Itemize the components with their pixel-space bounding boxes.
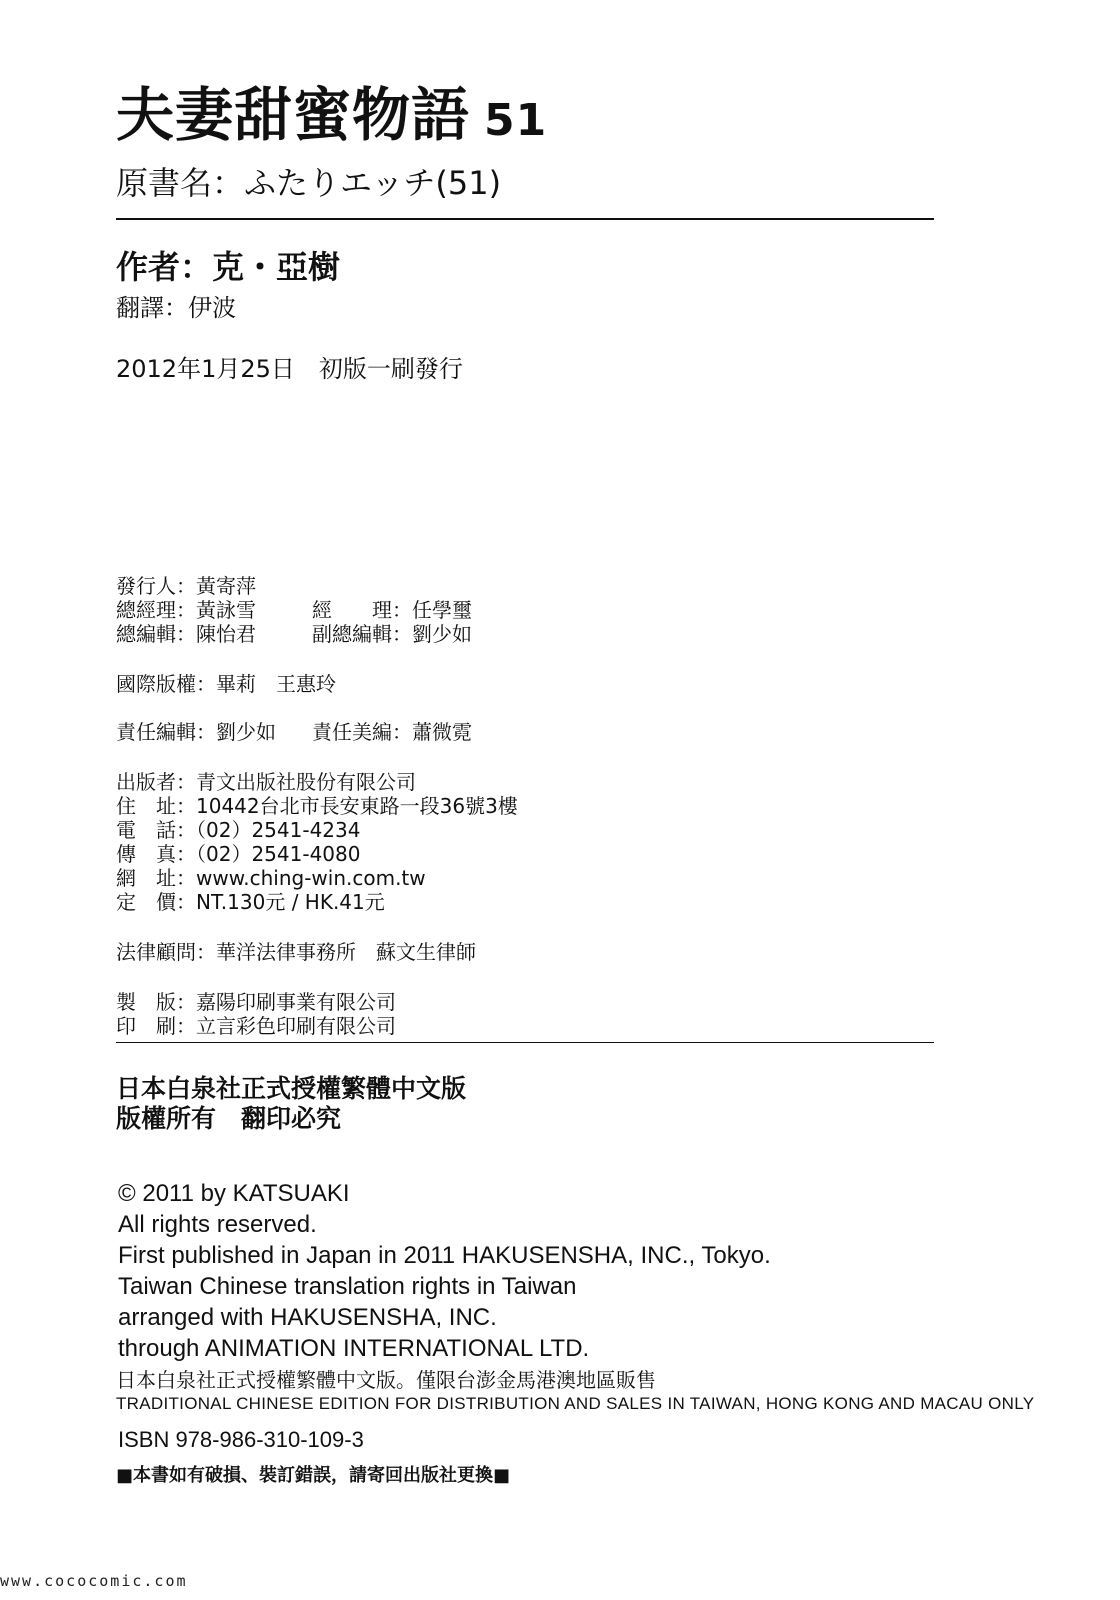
intl-rights: 國際版權：畢莉 王惠玲: [116, 672, 336, 696]
distribution-cn: 日本白泉社正式授權繁體中文版。僅限台澎金馬港澳地區販售: [116, 1368, 656, 1392]
distribution-en: TRADITIONAL CHINESE EDITION FOR DISTRIBUTION AND SALES IN TAIWAN, HONG KONG AND MACAU ONLY: [116, 1394, 1035, 1413]
translator-line: 翻譯：伊波: [116, 294, 236, 322]
publisher-fax: 傳 真：（02）2541-4080: [116, 842, 361, 866]
deputy-editor-in-chief: 副總編輯：劉少如: [312, 622, 472, 646]
general-manager: 總經理：黃詠雪: [116, 598, 256, 622]
publisher-name: 出版者：青文出版社股份有限公司: [116, 770, 416, 794]
manager: 經 理：任學璽: [312, 598, 472, 622]
copyright-line: © 2011 by KATSUAKI: [118, 1180, 350, 1207]
copyright-line: arranged with HAKUSENSHA, INC.: [118, 1304, 497, 1331]
price: 定 價：NT.130元 / HK.41元: [116, 890, 385, 914]
copyright-line: Taiwan Chinese translation rights in Taiwan: [118, 1273, 577, 1300]
responsible-editor: 責任編輯：劉少如: [116, 720, 276, 744]
publisher-web: 網 址：www.ching-win.com.tw: [116, 866, 426, 890]
copyright-line: First published in Japan in 2011 HAKUSENSHA, INC., Tokyo.: [118, 1242, 771, 1269]
book-title: [116, 81, 548, 149]
original-title: 原書名：ふたりエッチ(51): [116, 164, 502, 202]
printer: 印 刷：立言彩色印刷有限公司: [116, 1014, 396, 1038]
rights-divider: [116, 1042, 934, 1043]
author-line: 作者：克・亞樹: [116, 248, 341, 286]
publisher-address: 住 址：10442台北市長安東路一段36號3樓: [116, 794, 518, 818]
copyright-line: through ANIMATION INTERNATIONAL LTD.: [118, 1335, 590, 1362]
damage-notice: ■本書如有破損、裝訂錯誤，請寄回出版社更換■: [116, 1465, 511, 1486]
rights-cn-line2: 版權所有 翻印必究: [116, 1104, 342, 1133]
legal-advisor: 法律顧問：華洋法律事務所 蘇文生律師: [116, 940, 476, 964]
editor-in-chief: 總編輯：陳怡君: [116, 622, 256, 646]
book-title-text: 夫妻甜蜜物語: [116, 81, 471, 149]
publisher-person: 發行人：黃寄萍: [116, 574, 256, 598]
rights-cn-line1: 日本白泉社正式授權繁體中文版: [116, 1074, 467, 1103]
responsible-art: 責任美編：蕭微霓: [312, 720, 472, 744]
copyright-line: All rights reserved.: [118, 1211, 317, 1238]
publisher-phone: 電 話：（02）2541-4234: [116, 818, 361, 842]
isbn: ISBN 978-986-310-109-3: [118, 1427, 364, 1452]
volume-number: 51: [484, 95, 548, 146]
edition-date: 2012年1月25日 初版一刷發行: [116, 355, 463, 383]
watermark-url[interactable]: www.cococomic.com: [0, 1572, 188, 1590]
title-divider: [116, 218, 934, 220]
plate-maker: 製 版：嘉陽印刷事業有限公司: [116, 990, 396, 1014]
